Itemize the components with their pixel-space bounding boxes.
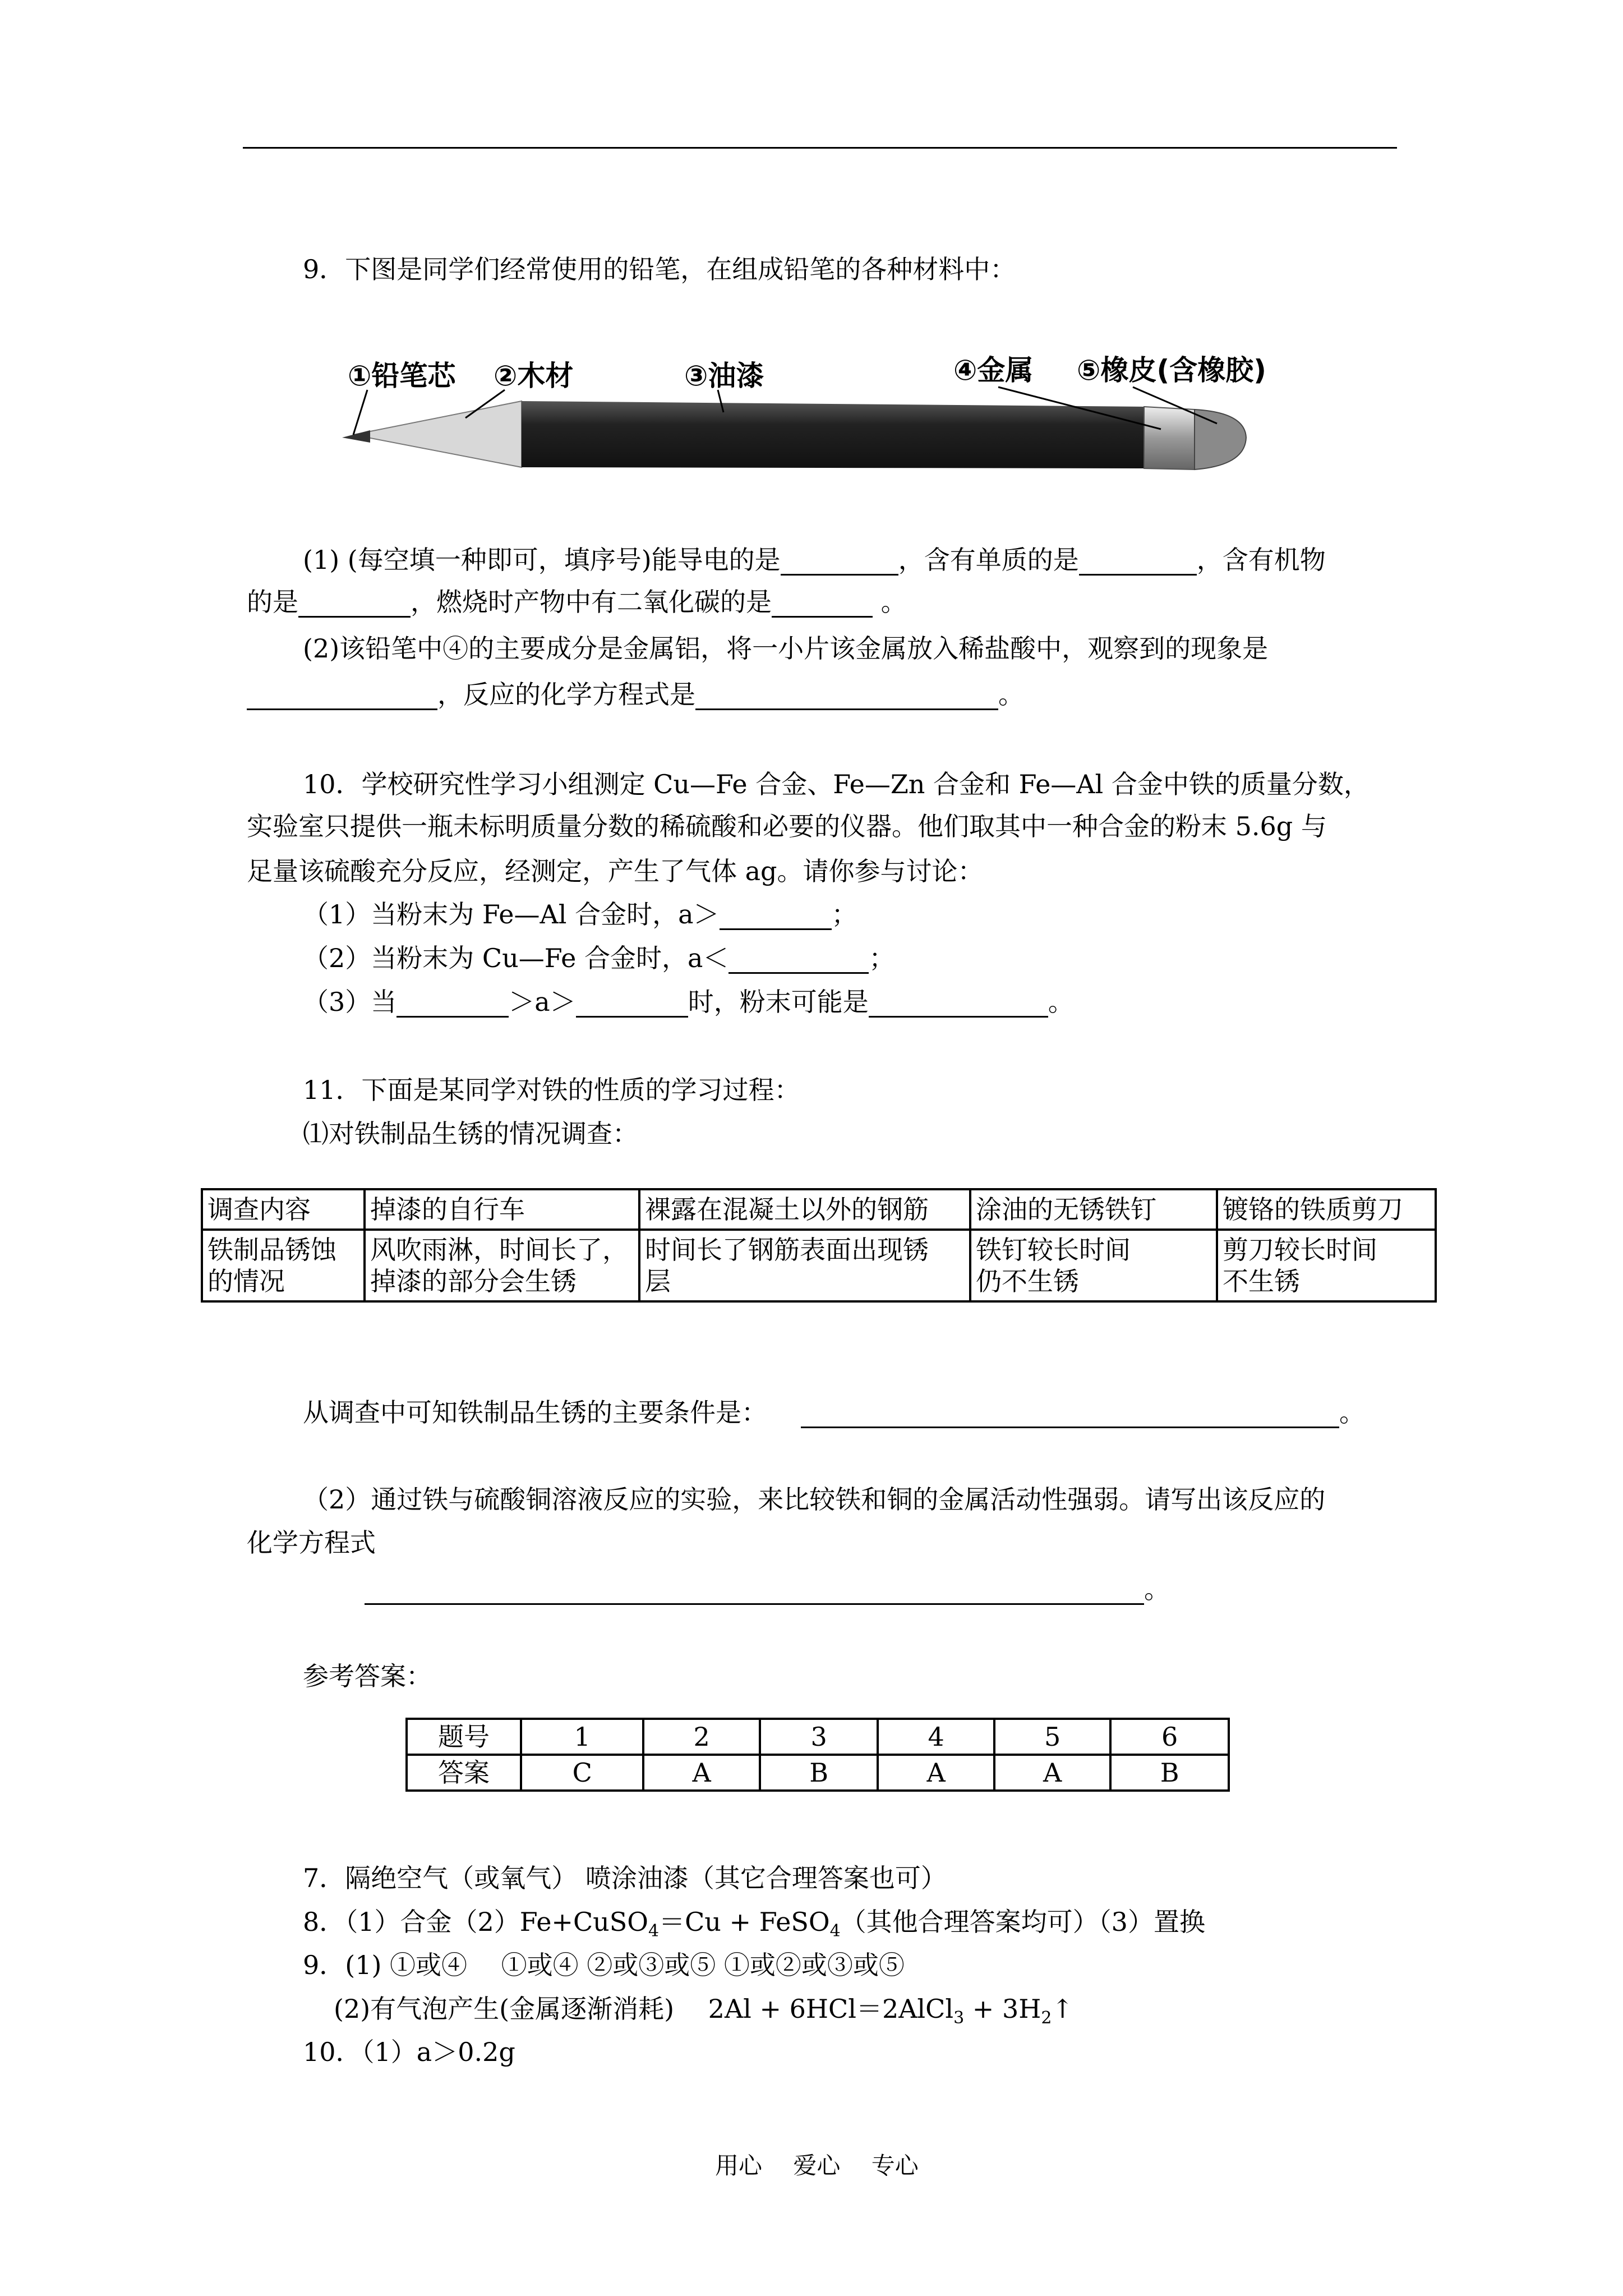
q9-stem: 9．下图是同学们经常使用的铅笔，在组成铅笔的各种材料中：	[303, 254, 1016, 284]
table-cell: 答案	[407, 1755, 521, 1791]
table-cell: A	[994, 1755, 1110, 1791]
table-cell: 题号	[407, 1719, 521, 1755]
q11-condition: 从调查中可知铁制品生锈的主要条件是： 。	[303, 1397, 1365, 1428]
answer-9-2: (2)有气泡产生(金属逐渐消耗) 2Al + 6HCl＝2AlCl$_3$ + $3H_2↑$	[334, 1994, 1073, 2028]
table-cell: 风吹雨淋，时间长了， 掉漆的部分会生锈	[365, 1230, 639, 1301]
answer-10: 10．（1）a＞0.2g	[303, 2037, 515, 2067]
q9-part1-line2: 的是 ，燃烧时产物中有二氧化碳的是 。	[247, 587, 907, 617]
answers-title: 参考答案：	[303, 1661, 432, 1691]
answer-blank[interactable]	[772, 591, 873, 618]
table-cell: 4	[878, 1719, 994, 1755]
table-cell: B	[1110, 1755, 1229, 1791]
answer-9-1: 9．(1) ①或④ ①或④ ②或③或⑤ ①或②或③或⑤	[303, 1950, 905, 1980]
header-rule	[243, 147, 1397, 149]
table-row	[202, 1189, 1436, 1230]
q10-line3: 足量该硫酸充分反应，经测定，产生了气体 ag。请你参与讨论：	[247, 856, 984, 886]
table-row	[202, 1230, 1436, 1301]
table-cell: 剪刀较长时间 不生锈	[1217, 1230, 1436, 1301]
table-header-cell: 镀铬的铁质剪刀	[1217, 1189, 1436, 1230]
answer-blank[interactable]	[365, 1579, 1144, 1605]
table-cell: 6	[1110, 1719, 1229, 1755]
answer-blank[interactable]	[1079, 549, 1197, 576]
q10-line1: 10．学校研究性学习小组测定 Cu—Fe 合金、Fe—Zn 合金和 Fe—Al 合金中铁的质量分数，	[303, 769, 1370, 799]
table-cell: 铁钉较长时间 仍不生锈	[970, 1230, 1217, 1301]
pencil-label-eraser: ⑤橡皮(含橡胶)	[1077, 354, 1267, 386]
answer-blank[interactable]	[801, 1402, 1339, 1428]
pencil-label-metal: ④金属	[953, 354, 1034, 386]
table-cell: 时间长了钢筋表面出现锈 层	[639, 1230, 970, 1301]
answer-blank[interactable]	[728, 947, 869, 974]
q10-line2: 实验室只提供一瓶未标明质量分数的稀硫酸和必要的仪器。他们取其中一种合金的粉末 5.6g 与	[247, 811, 1327, 841]
answer-blank[interactable]	[396, 991, 509, 1018]
table-cell: 1	[521, 1719, 643, 1755]
answer-blank[interactable]	[720, 904, 832, 930]
q9-part1-line1: (1) (每空填一种即可，填序号)能导电的是 ，含有单质的是 ，含有机物	[303, 545, 1326, 575]
answer-blank[interactable]	[695, 684, 998, 710]
table-cell: A	[878, 1755, 994, 1791]
answer-blank[interactable]	[576, 991, 688, 1018]
table-header-cell: 涂油的无锈铁钉	[970, 1189, 1217, 1230]
table-cell: 3	[760, 1719, 878, 1755]
answer-blank[interactable]	[869, 991, 1048, 1018]
answer-7: 7．隔绝空气（或氧气） 喷涂油漆（其它合理答案也可）	[303, 1863, 947, 1893]
table-cell: 2	[643, 1719, 759, 1755]
q10-sub1: （1）当粉末为 Fe—Al 合金时，a＞ ；	[303, 899, 857, 930]
q9-part2-line2: ，反应的化学方程式是 。	[247, 679, 1024, 710]
table-cell: C	[521, 1755, 643, 1791]
pencil-figure	[336, 323, 1267, 485]
pencil-label-lead: ①铅笔芯	[348, 360, 456, 392]
table-header-cell: 掉漆的自行车	[365, 1189, 639, 1230]
table-cell: A	[643, 1755, 759, 1791]
answer-8: 8．（1）合金（2）Fe+CuSO$_4$＝Cu + FeSO$_4$（其他合理答案均可）（3）置换	[303, 1907, 1205, 1941]
pencil-label-wood: ②木材	[494, 360, 574, 392]
answer-key-table	[405, 1718, 1230, 1792]
q9-part2-line1: (2)该铅笔中④的主要成分是金属铝，将一小片该金属放入稀盐酸中，观察到的现象是	[303, 633, 1269, 664]
q10-sub3: （3）当 ＞a＞ 时，粉末可能是 。	[303, 987, 1074, 1017]
table-cell: B	[760, 1755, 878, 1791]
table-row	[407, 1755, 1229, 1791]
rust-survey-table	[201, 1188, 1437, 1303]
table-header-cell: 裸露在混凝土以外的钢筋	[639, 1189, 970, 1230]
table-cell: 5	[994, 1719, 1110, 1755]
q11-equation-line: 。	[365, 1573, 1170, 1605]
answer-blank[interactable]	[247, 684, 437, 710]
answer-blank[interactable]	[781, 549, 898, 576]
q10-sub2: （2）当粉末为 Cu—Fe 合金时，a＜ ；	[303, 943, 895, 973]
table-header-cell: 调查内容	[202, 1189, 365, 1230]
table-cell: 铁制品锈蚀 的情况	[202, 1230, 365, 1301]
q11-sub2-line2: 化学方程式	[247, 1527, 376, 1558]
q11-stem: 11．下面是某同学对铁的性质的学习过程：	[303, 1075, 800, 1105]
pencil-illustration	[336, 323, 1267, 485]
answer-blank[interactable]	[298, 591, 411, 618]
page-footer: 用心 爱心 专心	[715, 2152, 919, 2179]
table-row	[407, 1719, 1229, 1755]
pencil-label-paint: ③油漆	[684, 360, 764, 392]
q11-sub1: ⑴对铁制品生锈的情况调查：	[303, 1119, 638, 1149]
q11-sub2-line1: （2）通过铁与硫酸铜溶液反应的实验，来比较铁和铜的金属活动性强弱。请写出该反应的	[303, 1484, 1326, 1515]
